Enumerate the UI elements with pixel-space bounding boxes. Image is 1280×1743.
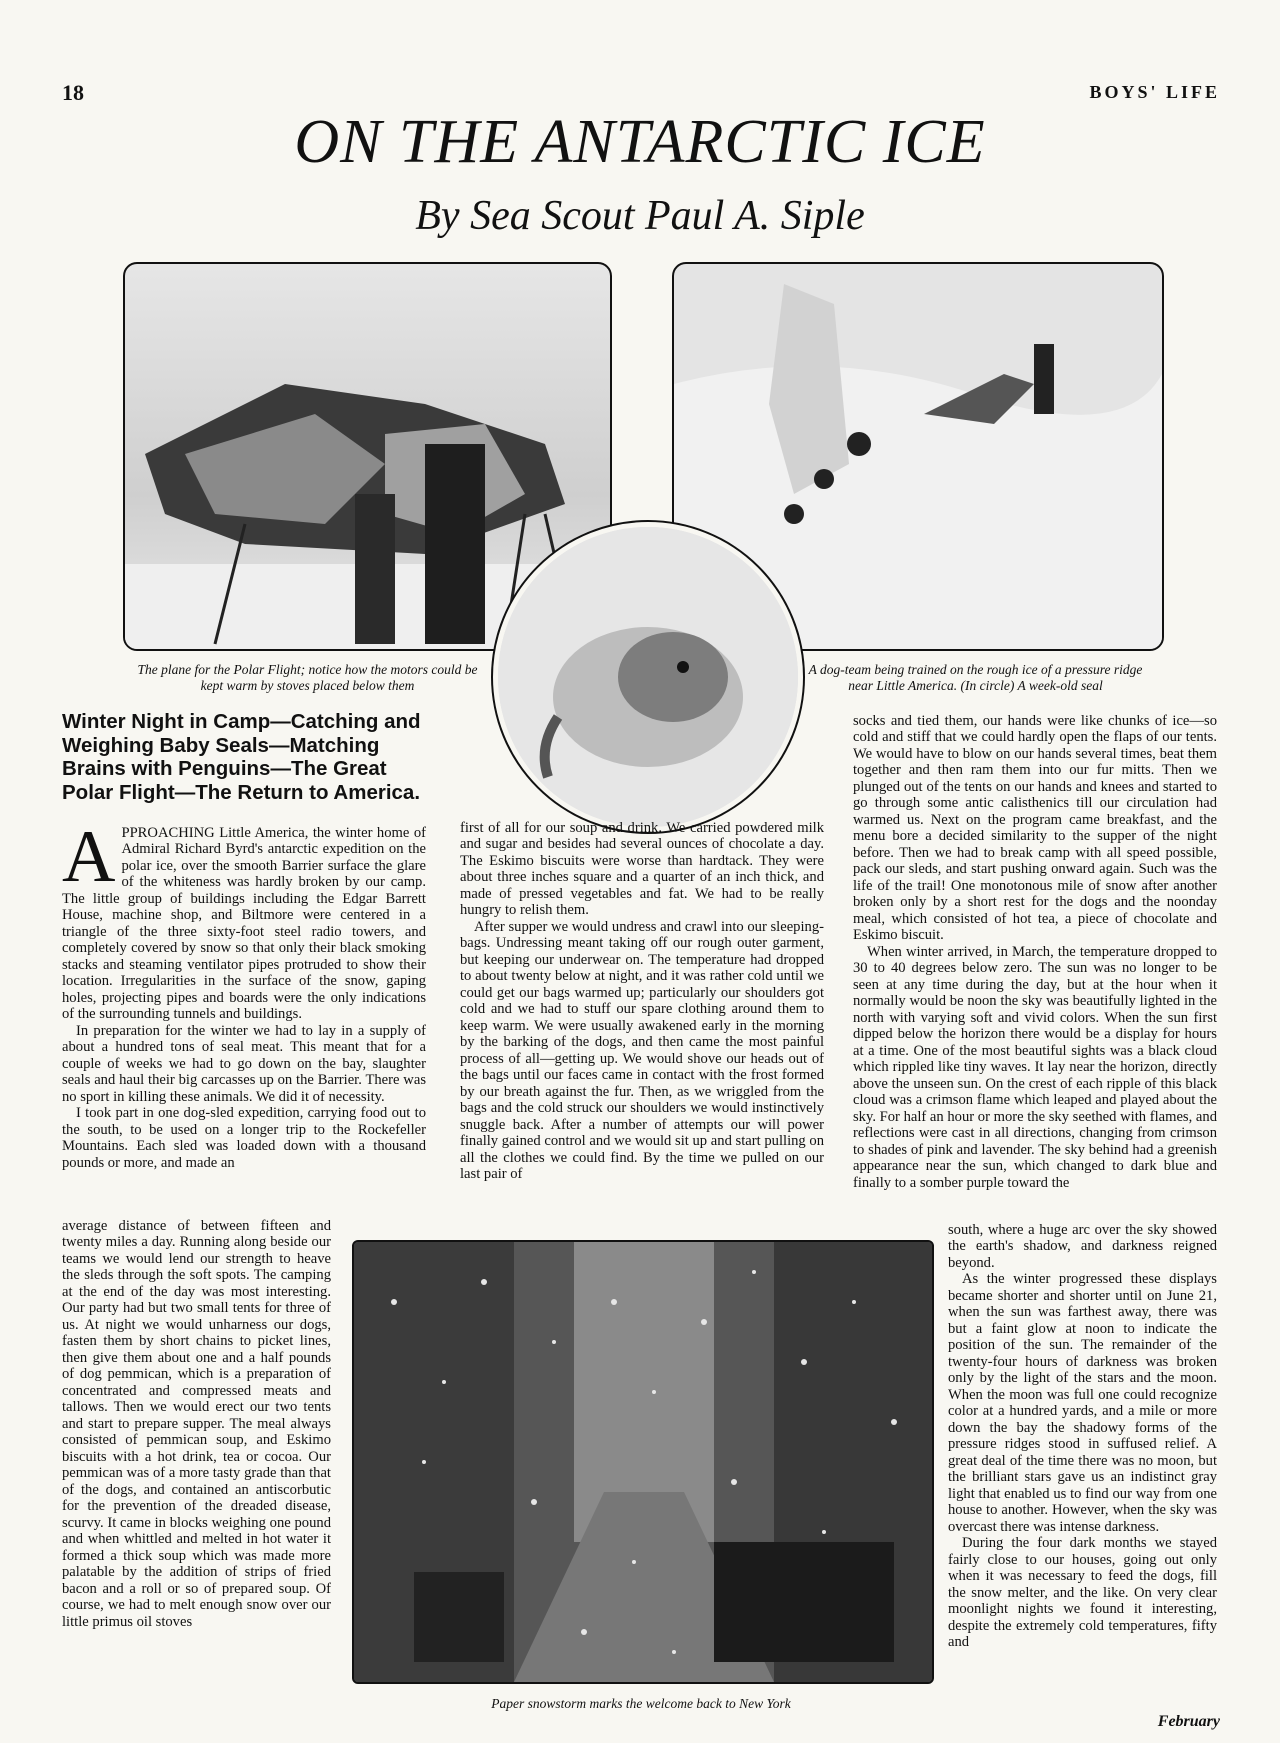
paragraph: During the four dark months we stayed fairly close to our houses, going out only when it was necessary to feed the dogs, fill the snow melter, and the like. On very clear moonlight nights we found it interesting, despite the extremely cold temperatures, fifty and [948, 1535, 1217, 1651]
paragraph: In preparation for the winter we had to lay in a supply of about a hundred tons of seal meat. This meant that for a couple of weeks we had to go down on the bay, slaughter seals and haul their big carcasses up on the Barrier. There was no sport in killing these animals. We did it of necessity. [62, 1022, 426, 1105]
column-1-lower [62, 1218, 331, 1630]
column-3-upper [853, 713, 1217, 1191]
article-byline: By Sea Scout Paul A. Siple [415, 193, 865, 239]
drop-cap: A [62, 816, 116, 898]
new-york-parade-photo [352, 1240, 934, 1684]
plane-caption: The plane for the Polar Flight; notice how the motors could be kept warm by stoves placed below them [137, 662, 478, 694]
column-3-lower [948, 1222, 1217, 1651]
article-title: ON THE ANTARCTIC ICE [294, 108, 986, 176]
page-number: 18 [62, 80, 84, 105]
dog-team-caption: A dog-team being trained on the rough ice of a pressure ridge near Little America. (In circle) A week-old seal [808, 662, 1143, 694]
paragraph: After supper we would undress and crawl into our sleeping-bags. Undressing meant taking off our rough outer garment, but keeping our underwear on. The temperature had dropped to about twenty below at night, and it was rather cold until we could get our bags warmed up; particularly our shoulders got cold and we had to stuff our spare clothing around them to keep warm. We were usually awakened early in the morning by the barking of the dogs, and then came the most painful process of all—getting up. We would shove our heads out of the bags until our faces came in contact with the frost formed by our breath against the fur. Then, as we wriggled from the bags and the cold struck our shoulders we would instinctively snuggle back. After a number of attempts our will power finally gained control and we would sit up and start pulling on all the clothes we could find. By the time we pulled on our last pair of [460, 918, 824, 1183]
continued-marker: February [1157, 1713, 1220, 1730]
magazine-name: BOYS' LIFE [1089, 82, 1220, 102]
paragraph: south, where a huge arc over the sky showed the earth's shadow, and darkness reigned beyond. [948, 1222, 1217, 1271]
column-2 [460, 820, 824, 1183]
column-1-upper [62, 816, 426, 1171]
paragraph: first of all for our soup and drink. We carried powdered milk and sugar and besides had several ounces of chocolate a day. The Eskimo biscuits were worse than hardtack. They were about three inches square and a quarter of an inch thick, and made of pressed vegetables and fat. We had to be really hungry to relish them. [460, 820, 824, 919]
paragraph: When winter arrived, in March, the temperature dropped to 30 to 40 degrees below zero. The sun was no longer to be seen at any time during the day, but at the hour when it normally would be noon the sky was beautifully lighted in the north with varying soft and vivid colors. When the sun first dipped below the horizon there would be a display for hours at a time. One of the most beautiful sights was a black cloud which rippled like tiny waves. It lay near the horizon, directly above the unseen sun. On the crest of each ripple of this black cloud was a crimson flame which leaped and played about the sky. For half an hour or more the sky seethed with flames, and reflections were cast in all directions, changing from crimson to shades of pink and lavender. The sky behind had a greenish appearance near the sun, which changed to dark blue and finally to a somber purple toward the [853, 943, 1217, 1191]
new-york-caption: Paper snowstorm marks the welcome back to New York [491, 1696, 791, 1711]
paragraph: As the winter progressed these displays became shorter and shorter until on June 21, when the sun was farthest away, there was but a faint glow at noon to indicate the position of the sun. The remainder of the twenty-four hours of darkness was broken only by the light of the stars and the moon. When the moon was full one could recognize color at a hundred yards, and a mile or more down the bay the shadowy forms of the pressure ridges stood in suffused relief. A great deal of the time there was no moon, but the brilliant stars gave us an indistinct gray light that enabled us to find our way from one house to another. However, when the sky was overcast there was intense darkness. [948, 1271, 1217, 1535]
paragraph: average distance of between fifteen and twenty miles a day. Running along beside our teams we would lend our strength to heave the sleds through the soft spots. The camping at the end of the day was most interesting. Our party had but two small tents for three of us. At night we would unharness our dogs, fasten them by short chains to picket lines, then give them about one and a half pounds of dog pemmican, which is a preparation of concentrated and compressed meats and tallows. Then we would erect our two tents and start to prepare supper. The meal always consisted of pemmican soup, and Eskimo biscuits with a hot drink, tea or cocoa. Our pemmican was of a more tasty grade than that of the dogs, and contained an antiscorbutic for the prevention of the dreaded disease, scurvy. It came in blocks weighing one pound and when whittled and melted in hot water it formed a thick soup which was made more palatable by the addition of strips of fried bacon and a roll or so of prepared soup. Of course, we had to melt enough snow over our little primus oil stoves [62, 1218, 331, 1630]
paragraph: socks and tied them, our hands were like chunks of ice—so cold and stiff that we could hardly open the flaps of our tents. We would have to blow on our hands several times, beat them together and then ram them into our fur mitts. Then we plunged out of the tents on our hands and knees and started to go through some antic calisthenics till our circulation had warmed us. Next on the program came breakfast, and the menu bore a decided similarity to the supper of the night before. Then we had to break camp with all speed possible, pack our sleds, and start pushing onward again. Such was the life of the trail! One monotonous mile of snow after another broken only by a short rest for the dogs and the noonday meal, which consisted of hot tea, a piece of chocolate and Eskimo biscuit. [853, 713, 1217, 944]
paragraph: I took part in one dog-sled expedition, carrying food out to the south, to be used on a longer trip to the Rockefeller Mountains. Each sled was loaded down with a thousand pounds or more, and made an [62, 1105, 426, 1171]
seal-circle-photo [493, 522, 803, 832]
paragraph: PPROACHING Little America, the winter home of Admiral Richard Byrd's antarctic expedition on the polar ice, over the smooth Barrier surface the glare of the whiteness was hardly broken by our camp. The little group of buildings including the Edgar Barrett House, machine shop, and Biltmore were centered in a triangle of the three sixty-foot steel radio towers, and completely covered by snow so that only their black smoking stacks and steaming ventilator pipes protruded to show their location. Irregularities in the surface of the snow, gaping holes, projecting pipes and boards were the only indications of the surrounding tunnels and buildings. [62, 825, 426, 1023]
article-deck: Winter Night in Camp—Catching and Weighing Baby Seals—Matching Brains with Penguins—The Great Polar Flight—The Return to America. [62, 710, 421, 804]
